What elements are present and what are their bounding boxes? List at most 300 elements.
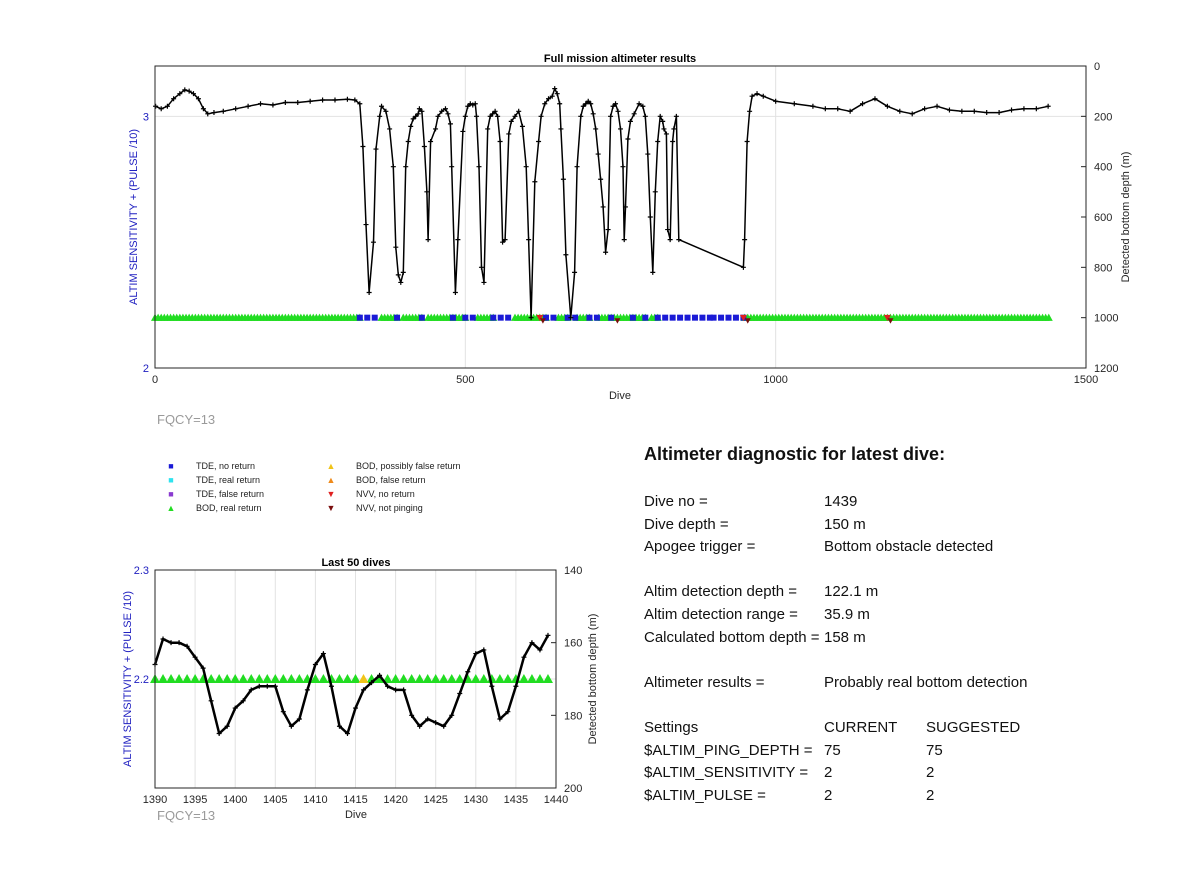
pulse-current: 2 (824, 786, 833, 804)
depth-point (616, 109, 621, 114)
bod-real-return-marker (423, 674, 433, 683)
sub-x-axis-label: Dive (344, 809, 368, 821)
sub-chart-title: Last 50 dives (321, 557, 391, 569)
bod-real-return-marker (342, 674, 352, 683)
legend-label: NVV, no return (356, 488, 415, 499)
x-tick-label: 1430 (463, 794, 489, 806)
depth-point (249, 687, 254, 692)
bod-real-return-marker (270, 674, 280, 683)
depth-point (561, 177, 566, 182)
diag-row-pulse (644, 785, 1164, 808)
sub-tick-labels (134, 565, 583, 806)
bod-real-return-marker (302, 674, 312, 683)
depth-point (406, 139, 411, 144)
depth-point (741, 265, 746, 270)
bod-real-return-marker (182, 674, 192, 683)
depth-point (201, 666, 206, 671)
depth-point (403, 164, 408, 169)
depth-point (153, 662, 158, 667)
y-right-tick-label: 800 (1094, 262, 1113, 275)
depth-point (361, 687, 366, 692)
bod-real-return-marker (487, 674, 497, 683)
depth-point (792, 101, 797, 106)
depth-point (513, 684, 518, 689)
depth-point (305, 687, 310, 692)
tde-no-return-marker (490, 315, 496, 321)
tde-no-return-marker (677, 315, 683, 321)
depth-point (959, 109, 964, 114)
depth-point (947, 108, 952, 113)
calc-bottom-label: Calculated bottom depth = (644, 628, 820, 646)
bod-real-return-marker (351, 674, 361, 683)
sub-left-axis-label: ALTIM SENSITIVITY + (PULSE /10) (122, 591, 134, 767)
x-tick-label: 1400 (222, 794, 248, 806)
yellow-triangle-up-icon: ▲ (326, 460, 336, 471)
depth-point (161, 637, 166, 642)
depth-point (465, 669, 470, 674)
depth-point (648, 215, 653, 220)
depth-point (211, 110, 216, 115)
nvv-not-pinging-marker (745, 318, 751, 323)
depth-point (428, 139, 433, 144)
tde-no-return-marker (630, 315, 636, 321)
depth-point (393, 245, 398, 250)
depth-point (671, 126, 676, 131)
purple-square-icon: ■ (168, 488, 174, 499)
pulse-suggested: 2 (926, 786, 935, 804)
bod-real-return-marker (455, 674, 465, 683)
depth-point (529, 640, 534, 645)
tde-no-return-marker (505, 315, 511, 321)
depth-point (422, 144, 427, 149)
y-left-tick-label: 2.3 (133, 565, 149, 577)
depth-point (401, 270, 406, 275)
depth-point (391, 164, 396, 169)
sub-gridlines (155, 570, 556, 788)
depth-point (668, 237, 673, 242)
depth-point (313, 662, 318, 667)
diag-row-ping-depth (644, 740, 1164, 763)
x-tick-label: 500 (456, 374, 475, 386)
depth-point (505, 709, 510, 714)
depth-point (485, 126, 490, 131)
bod-real-return-marker (214, 674, 224, 683)
green-triangle-up-icon: ▲ (166, 502, 176, 513)
bod-real-return-marker (230, 674, 240, 683)
main-depth-series (153, 86, 1051, 320)
depth-point (558, 126, 563, 131)
tde-no-return-marker (655, 315, 661, 321)
depth-point (506, 131, 511, 136)
depth-point (332, 97, 337, 102)
depth-point (526, 237, 531, 242)
depth-point (660, 119, 665, 124)
depth-point (455, 237, 460, 242)
depth-point (539, 114, 544, 119)
depth-point (495, 114, 500, 119)
depth-point (622, 237, 627, 242)
nvv-not-pinging-marker (614, 318, 620, 323)
depth-point (598, 177, 603, 182)
depth-point (745, 139, 750, 144)
x-tick-label: 1405 (263, 794, 288, 806)
depth-point (345, 731, 350, 736)
legend-item (160, 486, 264, 500)
bod-real-return-marker (206, 674, 216, 683)
bod-real-return-marker (367, 674, 377, 683)
main-right-axis-label: Detected bottom depth (m) (1120, 151, 1132, 283)
bod-real-return-marker (535, 674, 545, 683)
depth-point (603, 250, 608, 255)
tde-no-return-marker (372, 315, 378, 321)
legend-item (320, 486, 415, 500)
diagnostic-title: Altimeter diagnostic for latest dive: (644, 444, 946, 464)
tde-no-return-marker (725, 315, 731, 321)
tde-no-return-marker (498, 315, 504, 321)
bod-real-return-marker (439, 674, 449, 683)
darkred-triangle-down-icon: ▼ (326, 502, 336, 513)
diag-row-apogee (644, 536, 1164, 559)
legend-label: BOD, real return (196, 502, 262, 513)
diagnostic-panel (644, 444, 1164, 807)
bod-real-return-marker (246, 674, 256, 683)
diag-row-results (644, 672, 1164, 695)
depth-point (433, 720, 438, 725)
tde-no-return-marker (670, 315, 676, 321)
detect-depth-value: 122.1 m (824, 583, 879, 601)
y-left-tick-label: 2 (142, 363, 149, 375)
depth-point (557, 101, 562, 106)
depth-point (747, 109, 752, 114)
bod-real-return-marker (407, 674, 417, 683)
diag-row-calc-bottom (644, 627, 1164, 650)
depth-line (156, 89, 1049, 318)
depth-point (398, 280, 403, 285)
main-chart-title: Full mission altimeter results (543, 53, 697, 65)
tde-no-return-marker (733, 315, 739, 321)
x-tick-label: 1435 (503, 794, 529, 806)
depth-point (373, 147, 378, 152)
bod-real-return-marker (463, 674, 473, 683)
depth-point (476, 164, 481, 169)
bod-real-return-marker (310, 674, 320, 683)
sub-fqcy-label: FQCY=13 (157, 808, 216, 823)
depth-point (593, 126, 598, 131)
bod-real-return-marker (447, 674, 457, 683)
ping-depth-label: $ALTIM_PING_DEPTH = (644, 741, 813, 759)
legend-label: BOD, false return (356, 474, 426, 485)
diag-row-dive-depth (644, 514, 1164, 537)
x-tick-label: 0 (151, 374, 159, 386)
sub-plot-frame (155, 570, 556, 788)
legend-item (320, 472, 426, 486)
depth-point (935, 104, 940, 109)
y-right-tick-label: 1200 (1094, 363, 1119, 375)
y-right-tick-label: 180 (564, 710, 583, 723)
depth-point (153, 104, 158, 109)
legend-item (160, 500, 262, 514)
depth-point (377, 114, 382, 119)
depth-point (524, 164, 529, 169)
sensitivity-label: $ALTIM_SENSITIVITY = (644, 764, 809, 782)
sensitivity-current: 2 (824, 764, 833, 782)
depth-point (481, 280, 486, 285)
depth-point (910, 111, 915, 116)
depth-point (643, 114, 648, 119)
depth-point (185, 644, 190, 649)
legend-label: NVV, not pinging (356, 502, 423, 513)
bod-real-return-marker (278, 674, 288, 683)
bod-real-return-marker (519, 674, 529, 683)
depth-point (409, 713, 414, 718)
bod-possibly-false-marker (359, 674, 369, 683)
depth-point (193, 655, 198, 660)
depth-point (297, 716, 302, 721)
depth-point (449, 164, 454, 169)
depth-point (750, 94, 755, 99)
tde-no-return-marker (364, 315, 370, 321)
depth-point (520, 124, 525, 129)
bod-real-return-marker (431, 674, 441, 683)
x-tick-label: 1000 (763, 374, 788, 386)
main-tick-labels (143, 61, 1119, 386)
depth-point (258, 101, 263, 106)
current-header: CURRENT (824, 718, 898, 736)
depth-point (997, 110, 1002, 115)
diag-row-dive-no (644, 491, 1164, 514)
calc-bottom-value: 158 m (824, 628, 866, 646)
depth-point (233, 706, 238, 711)
depth-point (591, 111, 596, 116)
depth-point (655, 139, 660, 144)
bod-real-return-marker (527, 674, 537, 683)
depth-point (742, 237, 747, 242)
legend-label: TDE, false return (196, 488, 265, 499)
depth-point (453, 290, 458, 295)
diag-row-sensitivity (644, 762, 1164, 785)
depth-point (159, 106, 164, 111)
depth-point (408, 124, 413, 129)
depth-point (521, 655, 526, 660)
results-label: Altimeter results = (644, 673, 765, 691)
depth-point (474, 114, 479, 119)
tde-no-return-marker (699, 315, 705, 321)
depth-point (433, 126, 438, 131)
bod-real-return-marker (399, 674, 409, 683)
bod-real-return-marker (479, 674, 489, 683)
depth-point (457, 691, 462, 696)
depth-point (823, 106, 828, 111)
depth-point (674, 114, 679, 119)
tde-no-return-marker (594, 315, 600, 321)
y-right-tick-label: 200 (564, 783, 583, 795)
detect-depth-label: Altim detection depth = (644, 583, 798, 601)
y-left-tick-label: 2.2 (133, 674, 149, 686)
orange-triangle-up-icon: ▲ (326, 474, 336, 485)
dive-no-label: Dive no = (644, 493, 708, 510)
tde-no-return-marker (394, 315, 400, 321)
depth-point (552, 86, 557, 91)
tde-no-return-marker (357, 315, 363, 321)
bod-real-return-marker (318, 674, 328, 683)
detect-range-label: Altim detection range = (644, 605, 798, 623)
cyan-square-icon: ■ (168, 474, 174, 485)
results-value: Probably real bottom detection (824, 673, 1028, 691)
depth-point (441, 724, 446, 729)
tde-no-return-marker (462, 315, 468, 321)
depth-point (217, 731, 222, 736)
blue-square-icon: ■ (168, 460, 174, 471)
depth-point (273, 684, 278, 689)
depth-point (289, 724, 294, 729)
depth-point (445, 111, 450, 116)
depth-point (321, 651, 326, 656)
ping-depth-suggested: 75 (926, 741, 943, 759)
bod-real-return-marker (254, 674, 264, 683)
depth-point (337, 724, 342, 729)
tde-no-return-marker (470, 315, 476, 321)
depth-point (625, 136, 630, 141)
nvv-not-pinging-marker (540, 318, 546, 323)
depth-point (572, 270, 577, 275)
depth-point (664, 131, 669, 136)
depth-point (972, 109, 977, 114)
detect-range-value: 35.9 m (824, 605, 870, 623)
y-left-tick-label: 3 (142, 111, 149, 124)
depth-point (676, 237, 681, 242)
y-right-tick-label: 0 (1094, 61, 1101, 73)
depth-point (281, 709, 286, 714)
tde-no-return-marker (685, 315, 691, 321)
legend-label: TDE, no return (196, 460, 256, 471)
bod-real-return-marker (238, 674, 248, 683)
depth-point (632, 111, 637, 116)
y-right-tick-label: 400 (1094, 161, 1113, 174)
x-tick-label: 1410 (303, 794, 328, 806)
bod-real-return-marker (174, 674, 184, 683)
tde-no-return-marker (718, 315, 724, 321)
depth-point (670, 139, 675, 144)
depth-point (810, 104, 815, 109)
depth-point (401, 687, 406, 692)
depth-point (257, 684, 262, 689)
bod-real-return-marker (391, 674, 401, 683)
depth-point (448, 121, 453, 126)
depth-point (353, 706, 358, 711)
depth-point (984, 110, 989, 115)
depth-point (225, 724, 230, 729)
bod-real-return-marker (166, 674, 176, 683)
bod-real-return-marker (415, 674, 425, 683)
depth-point (329, 684, 334, 689)
depth-point (426, 237, 431, 242)
depth-point (653, 189, 658, 194)
main-fqcy-label: FQCY=13 (157, 412, 216, 427)
depth-point (1021, 106, 1026, 111)
bod-real-return-marker (294, 674, 304, 683)
depth-point (497, 716, 502, 721)
legend-item (160, 458, 255, 472)
bod-real-return-marker (158, 674, 168, 683)
pulse-label: $ALTIM_PULSE = (644, 786, 766, 804)
depth-point (369, 680, 374, 685)
tde-no-return-marker (608, 315, 614, 321)
dive-no-value: 1439 (824, 493, 858, 510)
bod-real-return-marker (503, 674, 513, 683)
legend-item (320, 458, 461, 472)
dive-depth-value: 150 m (824, 515, 866, 533)
x-tick-label: 1440 (543, 794, 569, 806)
y-right-tick-label: 1000 (1094, 312, 1119, 325)
depth-point (463, 114, 468, 119)
depth-point (661, 126, 666, 131)
bod-real-return-marker (286, 674, 296, 683)
depth-point (377, 673, 382, 678)
depth-point (283, 100, 288, 105)
depth-point (367, 290, 372, 295)
depth-point (601, 204, 606, 209)
depth-point (385, 684, 390, 689)
depth-point (1034, 106, 1039, 111)
bod-real-return-marker (326, 674, 336, 683)
legend (160, 458, 540, 518)
depth-point (773, 99, 778, 104)
dive-depth-label: Dive depth = (644, 515, 729, 533)
legend-item (160, 472, 260, 486)
depth-point (532, 179, 537, 184)
depth-point (449, 713, 454, 718)
depth-point (308, 99, 313, 104)
depth-point (545, 633, 550, 638)
tde-no-return-marker (450, 315, 456, 321)
bod-real-return-marker (543, 674, 553, 683)
depth-point (169, 640, 174, 645)
depth-point (555, 91, 560, 96)
depth-point (233, 106, 238, 111)
depth-point (620, 164, 625, 169)
bod-real-return-marker (334, 674, 344, 683)
sub-right-axis-label: Detected bottom depth (m) (587, 613, 599, 745)
depth-point (460, 129, 465, 134)
depth-point (417, 724, 422, 729)
depth-point (241, 698, 246, 703)
main-x-axis-label: Dive (608, 390, 632, 402)
bod-real-return-marker (262, 674, 272, 683)
bod-real-return-marker (222, 674, 232, 683)
depth-point (265, 684, 270, 689)
diag-row-detect-depth (644, 581, 1164, 604)
apogee-value: Bottom obstacle detected (824, 538, 994, 556)
main-left-axis-label: ALTIM SENSITIVITY + (PULSE /10) (128, 129, 140, 305)
tde-no-return-marker (692, 315, 698, 321)
bod-real-return-marker (495, 674, 505, 683)
x-tick-label: 1415 (343, 794, 368, 806)
red-triangle-down-icon: ▼ (326, 488, 336, 499)
depth-point (473, 651, 478, 656)
ping-depth-current: 75 (824, 741, 841, 759)
y-right-tick-label: 600 (1094, 212, 1113, 224)
tde-no-return-marker (642, 315, 648, 321)
depth-point (596, 152, 601, 157)
depth-point (177, 640, 182, 645)
bod-real-return-marker (375, 674, 385, 683)
diag-row-detect-range (644, 604, 1164, 627)
depth-point (658, 114, 663, 119)
y-right-tick-label: 140 (564, 565, 583, 577)
full-mission-chart (0, 0, 1200, 440)
x-tick-label: 1500 (1073, 374, 1099, 386)
settings-header: Settings (644, 718, 699, 736)
